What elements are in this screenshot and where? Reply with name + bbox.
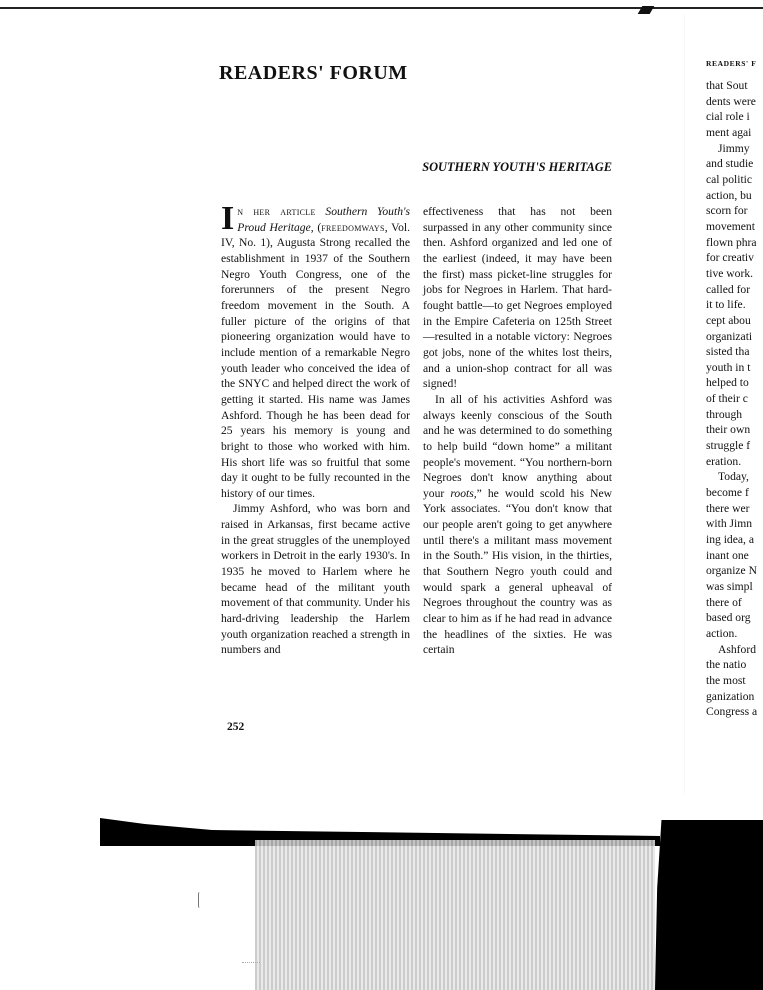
text-run: , Vol. IV, No. 1), Augusta Strong recalled the establishment in 1937 of the Southern Negro Youth Congress, one of the forerunners of the present Negro freedom movement in the South. A fuller picture of the origins of that pioneering organization would have to include mention of a remarkable Negro youth leader who conceived the idea of the SNYC and helped direct the work of getting it started. His name was James Ashford. Though he has been dead for 25 years his memory is young and bright to those who worked with him. His short life was so fruitful that some day it ought to be fully recounted in the history of our times.: [221, 220, 410, 500]
facing-page-line: based org: [706, 611, 751, 625]
lead-in-smallcaps: n her article: [237, 205, 316, 218]
facing-page-line: helped to: [706, 376, 749, 390]
facing-page-line: cal politic: [706, 172, 753, 186]
facing-page-line: tive work.: [706, 266, 754, 280]
drop-cap: I: [221, 200, 235, 237]
cited-article-title: Southern Youth's Proud Heritage,: [237, 205, 410, 234]
running-head: READERS' F: [706, 59, 757, 68]
paragraph: Jimmy Ashford, who was born and raised in Arkansas, first became active in the great struggles of the unemployed workers in Detroit in the early 1930's. In 1935 he moved to Harlem where he became head of the militant youth movement of that community. Under his hard-driving leadership the Harlem youth organization reached a strength in numbers and: [221, 502, 410, 657]
facing-page-text: [706, 78, 757, 720]
facing-page-line: organizati: [706, 329, 753, 343]
facing-page-line: action.: [706, 626, 738, 640]
facing-page-line: scorn for: [706, 204, 748, 218]
facing-page-line: Today,: [718, 470, 749, 484]
gutter-shadow: [684, 14, 685, 794]
facing-page-line: eration.: [706, 454, 742, 468]
facing-page-line: struggle f: [706, 439, 751, 453]
facing-page-line: ganization: [706, 689, 755, 703]
facing-page-line: Congress a: [706, 705, 758, 719]
facing-page-line: for creativ: [706, 251, 754, 265]
text-run: In all of his activities Ashford was always keenly conscious of the South and he was determined to do something to help build “down home” a militant people's movement. “You northern-born Negroes don't know anything about your: [423, 392, 612, 500]
scan-artifact: [242, 962, 260, 973]
facing-page-line: ing idea, a: [706, 533, 754, 547]
facing-page-line: youth in t: [706, 360, 751, 374]
paragraph: effectiveness that has not been surpassed in any other community since then. Ashford organized and led one of the earliest (indeed, it may have been the first) mass picket-line struggles for jobs for Negroes in Harlem. That hard-fought battle—to get Negroes employed in the Empire Cafeteria on 125th Street—resulted in a notable victory: Negroes got jobs, none of the whites lost theirs, and a union-shop contract for all was signed!: [423, 205, 612, 391]
facing-page-line: there of: [706, 595, 742, 609]
facing-page-line: movement: [706, 219, 755, 233]
facing-page-line: and studie: [706, 157, 754, 171]
facing-page-line: of their c: [706, 392, 748, 406]
text-run: ” he would scold his New York associates. “You don't know that our people aren't going to get anywhere until there's a militant mass movement in the South.” His vision, in the thirties, that Southern Negro youth could and would spark a general upheaval of Negroes throughout the country was as clear to him as if he had read in advance the headlines of the sixties. He was certain: [423, 486, 612, 657]
book-binding-shadow: [255, 840, 655, 990]
text-run: (: [317, 220, 322, 234]
facing-page-line: cept abou: [706, 313, 751, 327]
facing-page-line: there wer: [706, 501, 750, 515]
publication-name: freedomways: [321, 220, 385, 234]
scan-artifact: [198, 892, 202, 908]
facing-page-line: cial role i: [706, 110, 750, 124]
article-column-1: [221, 200, 410, 658]
page-number: 252: [227, 721, 245, 733]
facing-page-line: Jimmy: [718, 141, 750, 155]
facing-page-line: that Sout: [706, 79, 748, 92]
article-column-2: [423, 204, 612, 658]
facing-page-line: Ashford: [718, 642, 756, 656]
page-title: READERS' FORUM: [219, 62, 408, 84]
facing-page-line: dents were: [706, 94, 756, 108]
facing-page-line: organize N: [706, 564, 757, 578]
emphasis: roots,: [450, 486, 477, 500]
facing-page-line: inant one: [706, 548, 749, 562]
book-binding-dark: [655, 820, 763, 990]
facing-page-line: flown phra: [706, 235, 757, 249]
paragraph: [221, 200, 410, 501]
facing-page-line: it to life.: [706, 298, 746, 312]
facing-page-line: called for: [706, 282, 751, 296]
article-title: SOUTHERN YOUTH'S HERITAGE: [422, 160, 612, 174]
facing-page-line: was simpl: [706, 580, 753, 593]
facing-page-line: with Jimn: [706, 517, 753, 531]
facing-page-line: the natio: [706, 658, 747, 672]
facing-page-line: become f: [706, 486, 749, 500]
facing-page-line: the most: [706, 673, 746, 687]
facing-page-line: ment agai: [706, 125, 752, 139]
paragraph: [423, 392, 612, 658]
facing-page-line: their own: [706, 423, 751, 437]
facing-page-line: sisted tha: [706, 345, 750, 359]
facing-page-line: action, bu: [706, 188, 752, 202]
facing-page-line: through: [706, 407, 743, 421]
